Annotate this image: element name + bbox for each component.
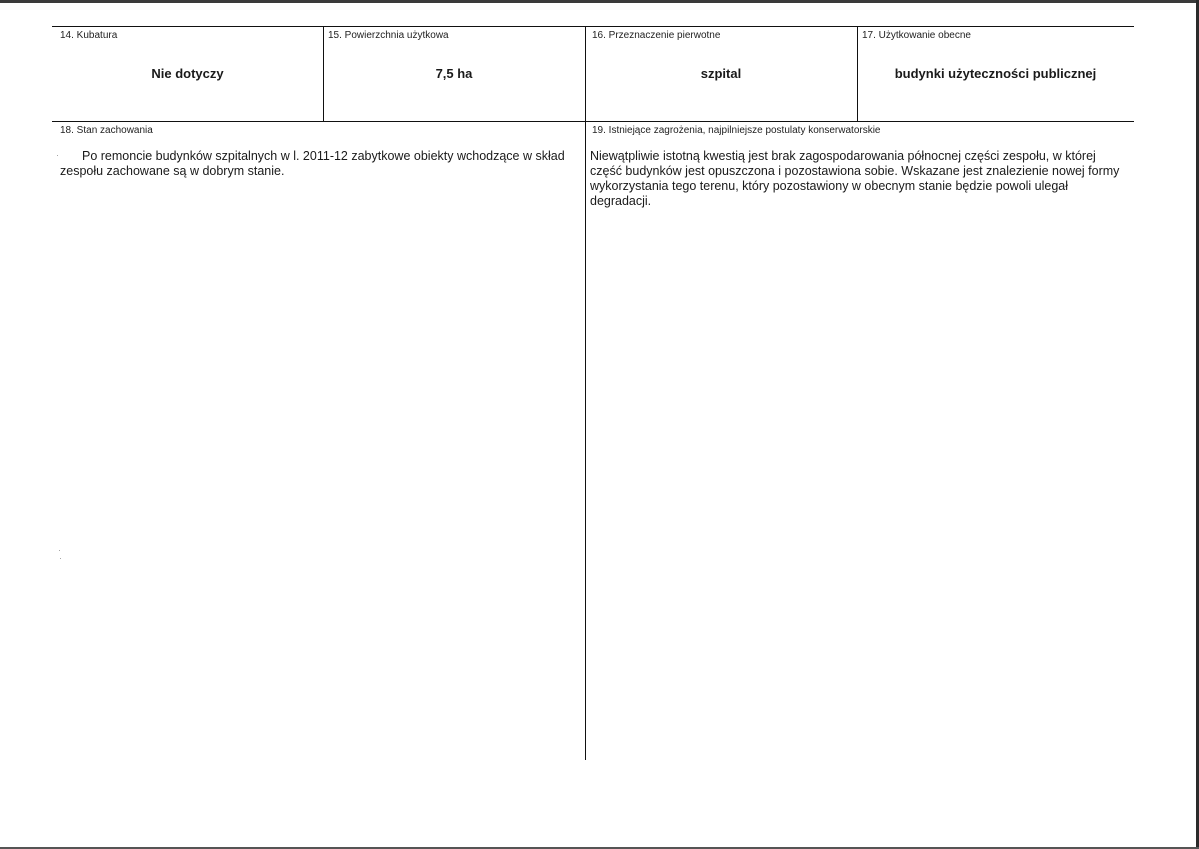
form-top-border <box>52 26 1134 27</box>
scan-speck: · <box>56 150 59 160</box>
form-row-divider <box>52 121 1134 122</box>
scan-speck: · <box>58 545 61 555</box>
field-19-label: 19. Istniejące zagrożenia, najpilniejsze postulaty konserwatorskie <box>592 125 881 136</box>
scan-edge-top <box>0 0 1199 3</box>
field-15-label: 15. Powierzchnia użytkowa <box>328 30 449 41</box>
scan-speck: · <box>59 553 62 563</box>
field-15-value: 7,5 ha <box>435 66 473 81</box>
field-18-text: Po remoncie budynków szpitalnych w l. 2011-12 zabytkowe obiekty wchodzące w skład zespołu zachowane są w dobrym stanie. <box>60 149 565 178</box>
field-14-label: 14. Kubatura <box>60 30 118 41</box>
field-14-value: Nie dotyczy <box>151 66 224 81</box>
field-18-label: 18. Stan zachowania <box>60 125 153 136</box>
field-17-value: budynki użyteczności publicznej <box>894 66 1097 81</box>
field-16-value: szpital <box>700 66 742 81</box>
field-16-label: 16. Przeznaczenie pierwotne <box>592 30 721 41</box>
field-19-text: Niewątpliwie istotną kwestią jest brak zagospodarowania północnej części zespołu, w której część budynków jest opuszczona i pozostawiona sobie. Wskazane jest znalezienie nowej formy wykorzystania tego terenu, który pozostawiony w obecnym stanie będzie powoli ulegał degradacji. <box>590 149 1120 208</box>
form-column-divider-main <box>585 26 586 760</box>
field-17-label: 17. Użytkowanie obecne <box>862 30 971 41</box>
